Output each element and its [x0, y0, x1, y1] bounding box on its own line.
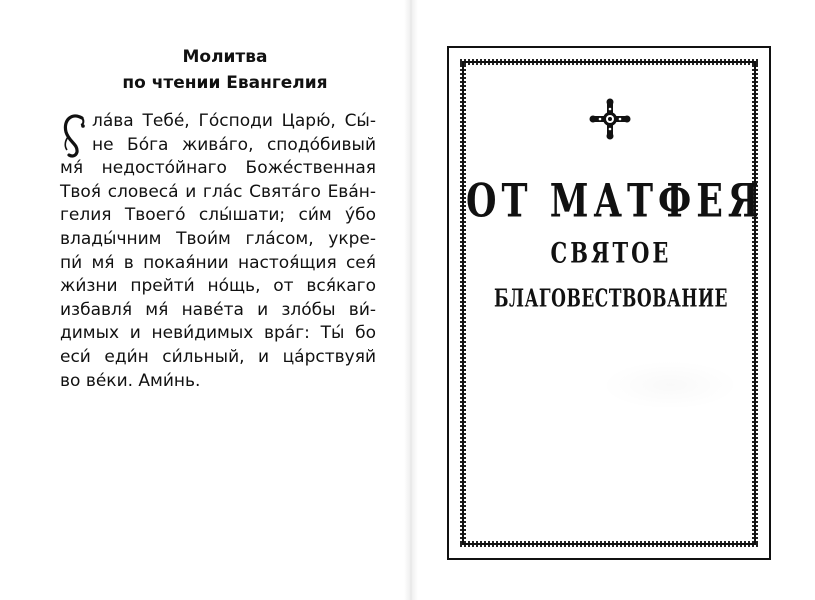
prayer-title	[110, 44, 340, 96]
heading-gospel: БЛАГОВЕСТВОВАНИЕ	[494, 284, 728, 314]
orthodox-cross-icon	[589, 98, 631, 140]
left-page	[0, 0, 406, 600]
prayer-title-line-1: Молитва	[182, 47, 268, 67]
book-gutter	[404, 0, 418, 600]
prayer-line: ла́ва Тебе́, Го́споди Царю́, Сы́-	[92, 111, 376, 131]
prayer-line: во ве́ки. Ами́нь.	[60, 370, 201, 391]
prayer-line: избавля́ мя́ наве́та и зло́бы ви́-	[60, 299, 376, 320]
prayer-line: гелия Твоего́ слы́шати; си́м у́бо	[60, 205, 376, 226]
prayer-line: еси́ еди́н си́льный, и ца́рствуяй	[60, 346, 376, 367]
prayer-line: димых и неви́димых вра́г: Ты́ бо	[60, 323, 376, 344]
heading-gospel-of-matthew: ОТ МАТФЕЯ	[466, 174, 764, 228]
prayer-line: не Бо́га жива́го, сподо́бивый	[92, 134, 376, 155]
prayer-body	[60, 110, 376, 393]
prayer-line: Твоя́ словеса́ и гла́с Свята́го Ева́н-	[60, 181, 376, 202]
prayer-title-line-2: по чтении Евангелия	[122, 73, 328, 93]
page-shading	[600, 360, 740, 410]
prayer-line: мя́ недосто́йнаго Боже́ственная	[60, 158, 376, 179]
prayer-line: жи́зни прейти́ но́щь, от вся́каго	[60, 276, 376, 297]
prayer-line: пи́ мя́ в покая́нии настоя́щия сея́	[60, 252, 376, 273]
heading-holy: СВЯТОЕ	[550, 235, 672, 270]
prayer-line: влады́чним Твои́м гла́сом, укре-	[60, 228, 376, 249]
